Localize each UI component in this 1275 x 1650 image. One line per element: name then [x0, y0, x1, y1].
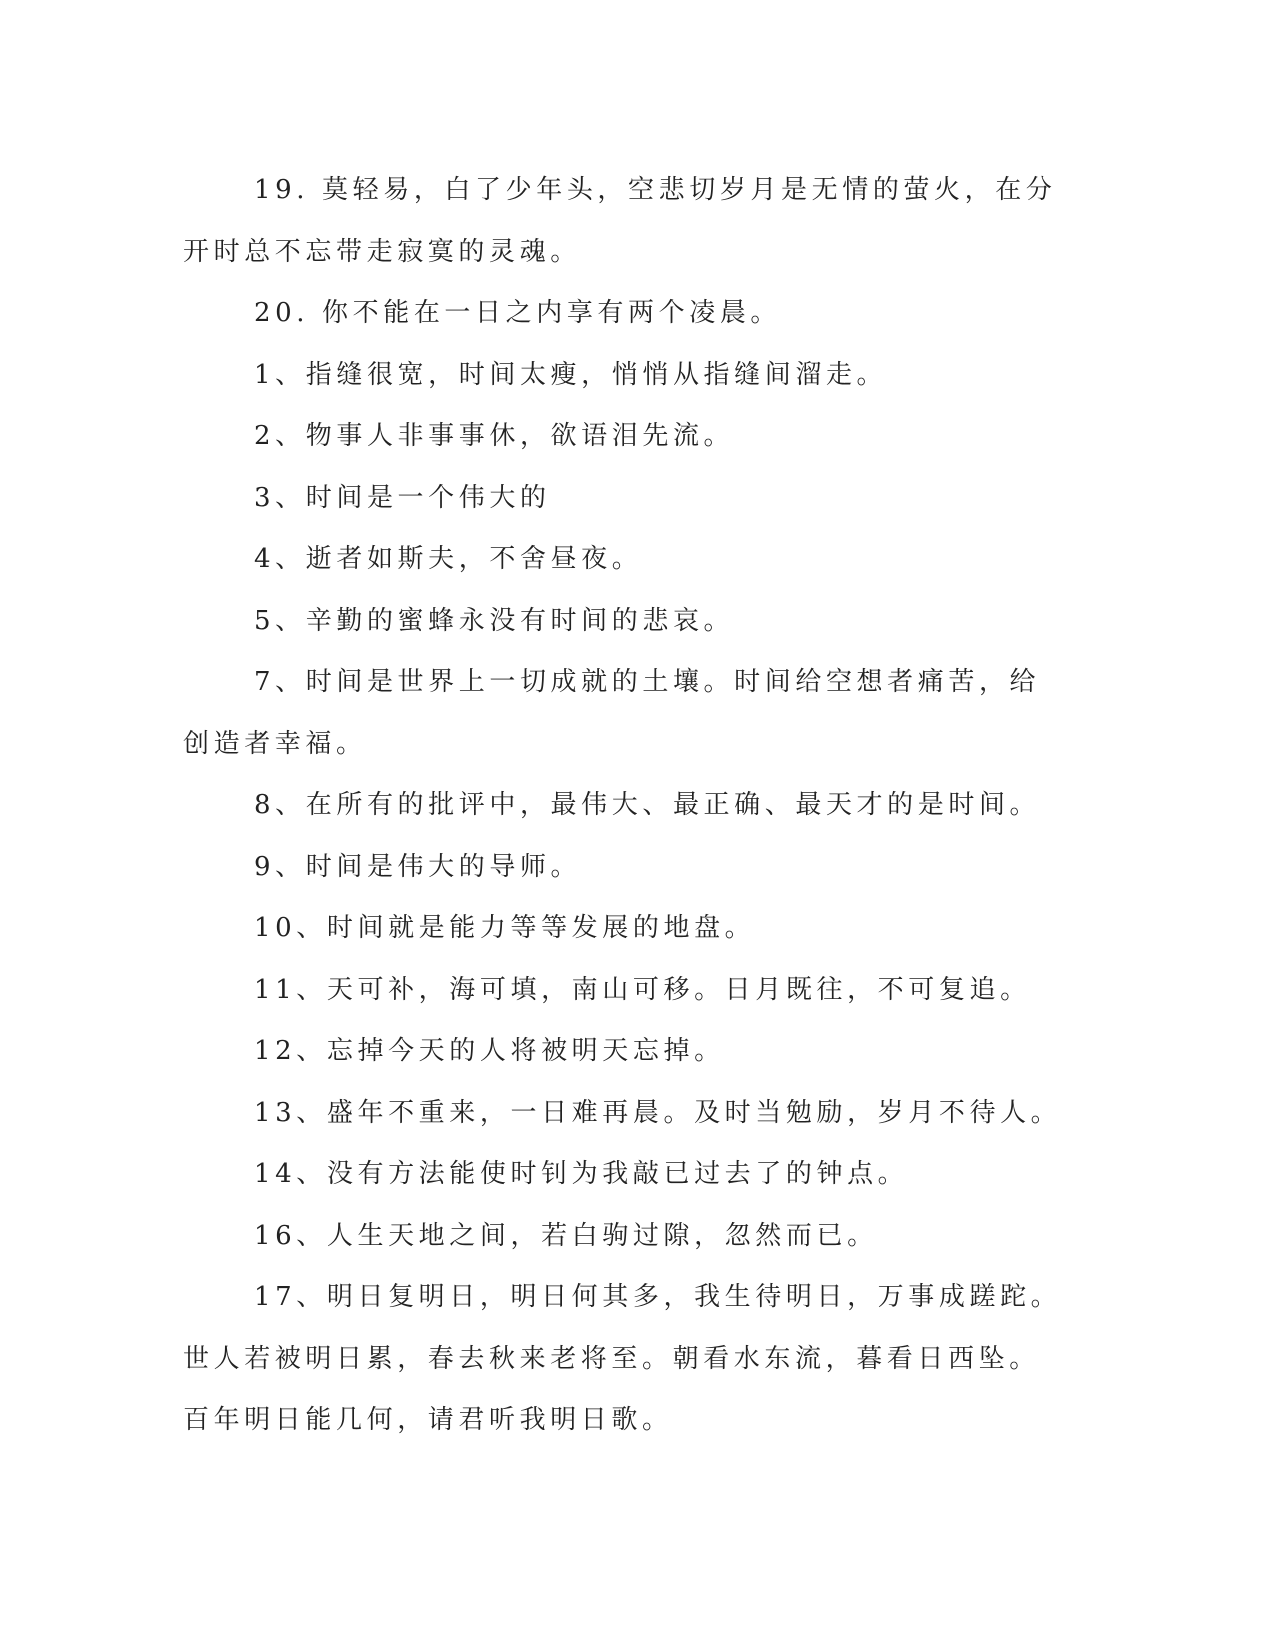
- quote-paragraph-4: 4、逝者如斯夫，不舍昼夜。: [254, 544, 643, 574]
- quote-paragraph-20: 20. 你不能在一日之内享有两个凌晨。: [254, 298, 782, 328]
- quote-paragraph-2: 2、物事人非事事休，欲语泪先流。: [254, 421, 735, 451]
- quote-paragraph-8: 8、在所有的批评中，最伟大、最正确、最天才的是时间。: [254, 790, 1041, 820]
- quote-paragraph-16: 16、人生天地之间，若白驹过隙，忽然而已。: [254, 1220, 878, 1251]
- quote-paragraph-9: 9、时间是伟大的导师。: [254, 851, 582, 882]
- quote-paragraph-17: 17、明日复明日，明日何其多，我生待明日，万事成蹉跎。世人若被明日累，春去秋来老将至。朝看水东流，暮看日西坠。百年明日能几何，请君听我明日歌。: [183, 1282, 1062, 1435]
- quote-paragraph-19: 19. 莫轻易，白了少年头，空悲切岁月是无情的萤火，在分开时总不忘带走寂寞的灵魂。: [183, 175, 1057, 267]
- quote-paragraph-13: 13、盛年不重来，一日难再晨。及时当勉励，岁月不待人。: [254, 1097, 1062, 1128]
- quote-paragraph-5: 5、辛勤的蜜蜂永没有时间的悲哀。: [254, 605, 735, 636]
- quote-paragraph-3: 3、时间是一个伟大的: [254, 482, 551, 513]
- quote-paragraph-11: 11、天可补，海可填，南山可移。日月既往，不可复追。: [254, 974, 1031, 1005]
- quote-paragraph-1: 1、指缝很宽，时间太瘦，悄悄从指缝间溜走。: [254, 359, 888, 390]
- quote-paragraph-14: 14、没有方法能使时钊为我敲已过去了的钟点。: [254, 1159, 909, 1189]
- quote-paragraph-7: 7、时间是世界上一切成就的土壤。时间给空想者痛苦，给创造者幸福。: [183, 667, 1041, 759]
- quote-paragraph-12: 12、忘掉今天的人将被明天忘掉。: [254, 1036, 725, 1066]
- document-body: [183, 160, 1063, 1452]
- quote-paragraph-10: 10、时间就是能力等等发展的地盘。: [254, 913, 756, 943]
